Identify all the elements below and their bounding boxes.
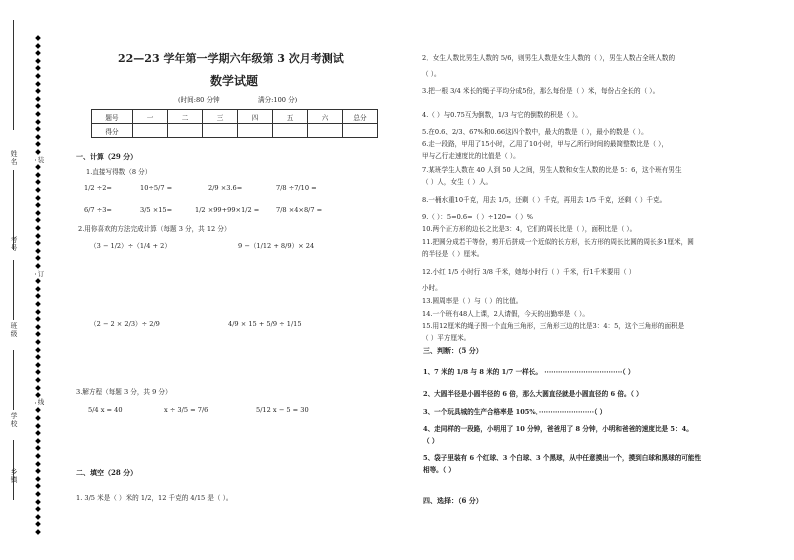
binding-diamond [35, 415, 41, 421]
fill-question-line: （ ）平方厘米。 [422, 334, 471, 342]
binding-diamond [35, 423, 41, 429]
binding-diamond [35, 43, 41, 49]
table-cell: 总分 [343, 110, 378, 124]
score-info: 满分:100 分) [258, 96, 298, 104]
binding-diamond [35, 522, 41, 528]
fill-question-line: 5.在0.6、2/3、67%和0.66这四个数中，最大的数是（ ），最小的数是（ ）。 [422, 128, 648, 136]
binding-diamond [35, 210, 41, 216]
fill-question-line: 2．女生人数比男生人数的 5/6，则男生人数是女生人数的（ ），男生人数占全班人数的 [422, 54, 676, 62]
table-cell: 题号 [92, 110, 133, 124]
fill-question-1: 1. 3/5 米是（ ）米的 1/2，12 千克的 4/15 是（ ）。 [76, 494, 233, 502]
binding-diamond [35, 476, 41, 482]
school-label: 学校 [10, 412, 18, 428]
binding-diamond [35, 73, 41, 79]
score-cell[interactable] [273, 124, 308, 138]
seal-char-zhuang: 装 [37, 156, 45, 164]
binding-diamond [35, 104, 41, 110]
binding-diamond [35, 240, 41, 246]
score-cell[interactable] [308, 124, 343, 138]
fill-question-line: 9.（ ）：5=0.6=（ ）÷120=（ ）% [422, 213, 534, 221]
binding-diamond [35, 377, 41, 383]
binding-diamond [35, 142, 41, 148]
binding-diamond [35, 332, 41, 338]
fill-question-line: 15.用12厘米的绳子围一个直角三角形，三角形三边的比是3：4：5，这个三角形的面积是 [422, 322, 685, 330]
fill-question-line: 的半径是（ ）厘米。 [422, 250, 484, 258]
binding-diamond [35, 430, 41, 436]
binding-diamond [35, 126, 41, 132]
calc-item: 3/5 ×15= [140, 206, 173, 214]
township-label: 乡镇 [10, 468, 18, 484]
binding-diamond [35, 195, 41, 201]
binding-diamond [35, 58, 41, 64]
binding-diamond [35, 514, 41, 520]
binding-diamond [35, 529, 41, 535]
binding-line [13, 260, 14, 320]
binding-diamond [35, 339, 41, 345]
binding-diamond [35, 96, 41, 102]
binding-diamond [35, 119, 41, 125]
binding-diamond [35, 461, 41, 467]
fill-question-line: 8.一桶水重10千克，用去 1/5，还剩（ ）千克，再用去 1/5 千克，还剩（ ）千克。 [422, 196, 667, 204]
equation-item: 5/12 x − 5 = 30 [256, 406, 309, 414]
binding-diamond [35, 263, 41, 269]
q3-title: 3.解方程（每题 3 分，共 9 分） [76, 388, 172, 396]
binding-diamond [35, 446, 41, 452]
binding-line [13, 20, 14, 130]
fill-question-line: 小时。 [422, 284, 442, 292]
fill-question-line: 6.走一段路，甲用了15小时，乙用了10小时，甲与乙所行时间的最简整数比是（ ）， [422, 140, 669, 148]
binding-diamond [35, 35, 41, 41]
binding-diamond [35, 134, 41, 140]
binding-diamond [35, 218, 41, 224]
score-cell[interactable] [203, 124, 238, 138]
binding-diamond [35, 248, 41, 254]
binding-diamond [35, 491, 41, 497]
calc-item: （3 − 1/2）÷（1/4 + 2） [90, 242, 171, 250]
judge-item: 1、7 米的 1/8 与 8 米的 1/7 一样长。 ··································（ ） [423, 368, 635, 376]
fill-question-line: 12.小红 1/5 小时行 3/8 千米，她每小时行（ ）千米，行1千米要用（ ） [422, 268, 636, 276]
fill-question-line: 14.一个班有48人上课，2人请假，今天的出勤率是（ ）。 [422, 310, 589, 318]
calc-item: 2/9 ×3.6= [208, 184, 243, 192]
binding-diamond [35, 180, 41, 186]
binding-diamond [35, 81, 41, 87]
seal-char-xian: 线 [37, 398, 45, 406]
binding-diamond [35, 468, 41, 474]
equation-item: 5/4 x = 40 [88, 406, 123, 414]
table-cell: 二 [168, 110, 203, 124]
score-cell[interactable] [133, 124, 168, 138]
table-cell: 四 [238, 110, 273, 124]
class-label: 班级 [10, 322, 18, 338]
table-cell: 得分 [92, 124, 133, 138]
fill-question-line: 10.两个正方形的边长之比是3：4，它们的周长比是（ ），面积比是（ ）。 [422, 225, 637, 233]
fill-question-line: 4.（ ）与0.75互为倒数，1/3 与它的倒数的积是（ ）。 [422, 111, 582, 119]
binding-diamond [35, 187, 41, 193]
calc-item: 9 −（1/12 + 8/9）× 24 [238, 242, 315, 250]
section1-title: 一、计算（29 分） [76, 152, 138, 161]
fill-question-line: （ ）人，女生（ ）人。 [422, 178, 493, 186]
score-cell[interactable] [168, 124, 203, 138]
calc-item: 7/8 ÷7/10 = [276, 184, 317, 192]
exam-subtitle: 数学试题 [210, 74, 259, 88]
score-cell[interactable] [343, 124, 378, 138]
fill-question-line: 13.圆周率是（ ）与（ ）的比值。 [422, 297, 523, 305]
binding-diamond [35, 256, 41, 262]
equation-item: x ÷ 3/5 = 7/6 [164, 406, 209, 414]
binding-diamond [35, 354, 41, 360]
judge-item: 4、走同样的一段路，小明用了 10 分钟，爸爸用了 8 分钟，小明和爸爸的速度比是 5：4。 [423, 425, 693, 433]
judge-item: 相等。（ ） [423, 466, 455, 474]
section2-title: 二、填空（28 分） [76, 468, 138, 477]
binding-diamond [35, 301, 41, 307]
binding-diamond [35, 50, 41, 56]
binding-diamond [35, 408, 41, 414]
binding-diamond [35, 164, 41, 170]
score-table-header-row [92, 110, 378, 124]
binding-diamond [35, 499, 41, 505]
binding-diamond [35, 506, 41, 512]
calc-item: （2 − 2 × 2/3）÷ 2/9 [90, 320, 160, 328]
binding-diamond [35, 316, 41, 322]
binding-diamond [35, 88, 41, 94]
section4-title: 四、选择：（6 分） [423, 496, 483, 505]
binding-diamond [35, 149, 41, 155]
q2-title: 2.用你喜欢的方法完成计算（每题 3 分，共 12 分） [78, 225, 231, 233]
binding-diamond [35, 278, 41, 284]
binding-diamond [35, 453, 41, 459]
binding-diamond-column [36, 36, 46, 536]
binding-diamond [35, 484, 41, 490]
judge-item: 2、大圆半径是小圆半径的 6 倍，那么大圆直径就是小圆直径的 6 倍。（ ） [423, 390, 643, 398]
binding-diamond [35, 172, 41, 178]
binding-diamond [35, 225, 41, 231]
fill-question-line: 甲与乙行走速度比的比值是（ ）。 [422, 152, 520, 160]
score-table-score-row [92, 124, 378, 138]
calc-item: 4/9 × 15 + 5/9 ÷ 1/15 [228, 320, 302, 328]
calc-item: 10÷5/7 = [140, 184, 173, 192]
exam-title: 22—23 学年第一学期六年级第 3 次月考测试 [118, 52, 344, 65]
fill-question-line: （ ）。 [422, 70, 441, 78]
name-label: 姓名 [10, 150, 18, 166]
score-table [91, 109, 378, 138]
calc-item: 1/2 ×99+99×1/2 = [195, 206, 260, 214]
binding-diamond [35, 362, 41, 368]
judge-item: （ ） [423, 437, 439, 445]
binding-line [13, 350, 14, 410]
binding-diamond [35, 385, 41, 391]
calc-item: 6/7 ÷3= [84, 206, 112, 214]
binding-diamond [35, 309, 41, 315]
table-cell: 三 [203, 110, 238, 124]
binding-diamond [35, 370, 41, 376]
binding-diamond [35, 233, 41, 239]
calc-item: 1/2 ÷2= [84, 184, 112, 192]
table-cell: 六 [308, 110, 343, 124]
binding-diamond [35, 438, 41, 444]
binding-diamond [35, 202, 41, 208]
table-cell: 一 [133, 110, 168, 124]
binding-diamond [35, 66, 41, 72]
fill-question-line: 3.把一根 3/4 米长的绳子平均分成5份，那么每份是（ ）米，每份占全长的（ ）。 [422, 87, 660, 95]
time-info: (时间:80 分钟 [178, 96, 220, 104]
binding-diamond [35, 111, 41, 117]
score-cell[interactable] [238, 124, 273, 138]
exam-number-label: 考号 [10, 236, 18, 252]
fill-question-line: 7.某班学生人数在 40 人到 50 人之间，男生人数和女生人数的比是 5：6，这个班有男生 [422, 166, 682, 174]
binding-diamond [35, 294, 41, 300]
judge-item: 3、一个玩具城的生产合格率是 105%．························（ ） [423, 408, 607, 416]
binding-diamond [35, 286, 41, 292]
seal-char-ding: 订 [37, 270, 45, 278]
calc-item: 7/8 ×4×8/7 = [276, 206, 323, 214]
q1-title: 1.直接写得数（8 分） [86, 168, 152, 176]
table-cell: 五 [273, 110, 308, 124]
fill-question-line: 11.把圆分成若干等份，剪开后拼成一个近似的长方形，长方形的周长比圆的周长多1厘米，圆 [422, 238, 694, 246]
binding-diamond [35, 347, 41, 353]
section3-title: 三、判断：（5 分） [423, 346, 483, 355]
judge-item: 5、袋子里装有 6 个红球、3 个白球、3 个黑球，从中任意摸出一个，摸到白球和黑球的可能性 [423, 454, 702, 462]
binding-diamond [35, 324, 41, 330]
